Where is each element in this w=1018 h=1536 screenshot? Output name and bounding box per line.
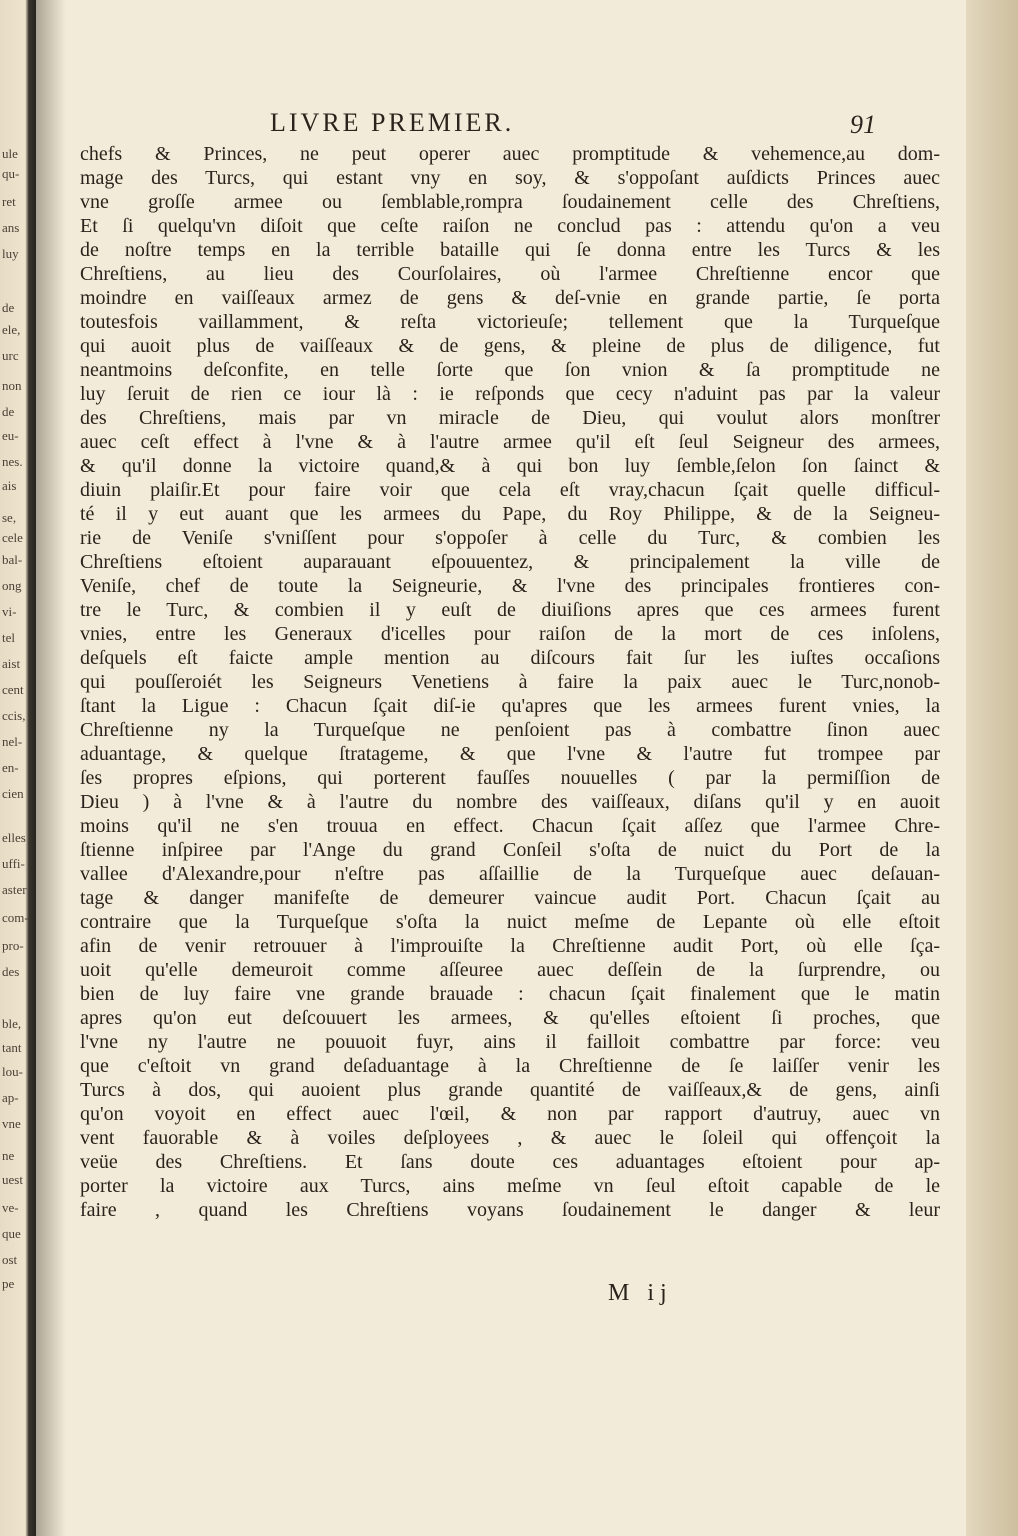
facing-page-fragment: ele, (2, 322, 21, 337)
facing-page-fragment: se, (2, 510, 17, 525)
facing-page-fragment: des (2, 964, 20, 979)
text-line: diuin plaiſir.Et pour faire voir que cela eſt vray,chacun ſçait quelle difficul- (80, 479, 940, 501)
text-line: Chreſtiens, au lieu des Courſolaires, où l'armee Chreſtienne encor que (80, 263, 940, 285)
facing-page-fragment: tel (2, 630, 15, 645)
text-line: Turcs à dos, qui auoient plus grande quantité de vaiſſeaux,& de gens, ainſi (80, 1079, 940, 1101)
body-text (80, 142, 940, 1222)
text-line: moindre en vaiſſeaux armez de gens & deſ-vnie en grande partie, ſe porta (80, 287, 940, 309)
facing-page-fragment: cent (2, 682, 24, 697)
facing-page-fragment: ais (2, 478, 17, 493)
facing-page-fragment: ble, (2, 1016, 22, 1031)
facing-page-fragments (0, 0, 32, 1320)
facing-page-fragment: nes. (2, 454, 23, 469)
text-line: veüe des Chreſtiens. Et ſans doute ces aduantages eſtoient pour ap- (80, 1151, 940, 1173)
text-line: apres qu'on eut deſcouuert les armees, & qu'elles eſtoient ſi proches, que (80, 1007, 940, 1029)
text-line: l'vne ny l'autre ne pouuoit fuyr, ains il failloit combattre par force: veu (80, 1031, 940, 1053)
text-line: toutesfois vaillamment, & reſta victorieuſe; tellement que la Turqueſque (80, 311, 940, 333)
facing-page-fragment: vi- (2, 604, 17, 619)
facing-page-fragment: ost (2, 1252, 18, 1267)
running-title: LIVRE PREMIER. (270, 108, 515, 137)
text-line: des Chreſtiens, mais par vn miracle de Dieu, qui voulut alors monſtrer (80, 407, 940, 429)
facing-page-fragment: de (2, 300, 15, 315)
text-line: Et ſi quelqu'vn diſoit que ceſte raiſon ne conclud pas : attendu qu'on a veu (80, 215, 940, 237)
facing-page-fragment: cien (2, 786, 24, 801)
facing-page-fragment: ule (2, 146, 18, 161)
facing-page-fragment: aist (2, 656, 21, 671)
facing-page-fragment: lou- (2, 1064, 23, 1079)
facing-page-fragment: ccis, (2, 708, 26, 723)
facing-page-fragment: que (2, 1226, 21, 1241)
facing-page-fragment: aster (2, 882, 27, 897)
text-line: & qu'il donne la victoire quand,& à qui bon luy ſemble,ſelon ſon ſainct & (80, 455, 940, 477)
text-line: contraire que la Turqueſque s'oſta la nuict meſme de Lepante où elle eſtoit (80, 911, 940, 933)
facing-page-fragment: en- (2, 760, 19, 775)
text-line: Chreſtiens eſtoient auparauant eſpouuentez, & principalement la ville de (80, 551, 940, 573)
page-number: 91 (850, 110, 876, 139)
text-line: vne groſſe armee ou ſemblable,rompra ſoudainement celle des Chreſtiens, (80, 191, 940, 213)
text-line: mage des Turcs, qui estant vny en soy, & s'oppoſant auſdicts Princes auec (80, 167, 940, 189)
facing-page-fragment: vne (2, 1116, 21, 1131)
page-edge (966, 0, 1018, 1536)
text-line: Veniſe, chef de toute la Seigneurie, & l'vne des principales frontieres con- (80, 575, 940, 597)
facing-page-fragment: pro- (2, 938, 24, 953)
text-line: qui pouſſeroiét les Seigneurs Venetiens à faire la paix auec le Turc,nonob- (80, 671, 940, 693)
facing-page-fragment: nel- (2, 734, 23, 749)
facing-page-fragment: ret (2, 194, 16, 209)
facing-page-fragment: ans (2, 220, 20, 235)
facing-page-fragment: urc (2, 348, 19, 363)
text-line: aduantage, & quelque ſtratageme, & que l'vne & l'autre fut trompee par (80, 743, 940, 765)
text-line: vallee d'Alexandre,pour n'eſtre pas aſſaillie de la Turqueſque auec deſauan- (80, 863, 940, 885)
facing-page-fragment: cele (2, 530, 23, 545)
text-line: tre le Turc, & combien il y euſt de diuiſions apres que ces armees furent (80, 599, 940, 621)
text-line: qu'on voyoit en effect auec l'œil, & non par rapport d'autruy, auec vn (80, 1103, 940, 1125)
text-line: Dieu ) à l'vne & à l'autre du nombre des vaiſſeaux, diſans qu'il y en auoit (80, 791, 940, 813)
facing-page-fragment: ne (2, 1148, 15, 1163)
facing-page-fragment: qu- (2, 166, 20, 181)
binding-shadow (36, 0, 66, 1536)
facing-page-fragment: luy (2, 246, 19, 261)
text-line: ſtienne inſpiree par l'Ange du grand Conſeil s'oſta de nuict du Port de la (80, 839, 940, 861)
facing-page-fragment: ong (2, 578, 22, 593)
text-line: Chreſtienne ny la Turqueſque ne penſoient pas à combattre ſinon auec (80, 719, 940, 741)
text-line: luy ſeruit de rien ce iour là : ie reſponds que cecy n'aduint pas par la valeur (80, 383, 940, 405)
text-line: vent fauorable & à voiles deſployees , & auec le ſoleil qui offençoit la (80, 1127, 940, 1149)
facing-page-fragment: uffi- (2, 856, 25, 871)
facing-page-fragment: ve- (2, 1200, 19, 1215)
text-line: bien de luy faire vne grande brauade : chacun ſçait finalement que le matin (80, 983, 940, 1005)
facing-page-fragment: eu- (2, 428, 19, 443)
facing-page-fragment: pe (2, 1276, 15, 1291)
facing-page-fragment: tant (2, 1040, 22, 1055)
text-line: rie de Veniſe s'vniſſent pour s'oppoſer à celle du Turc, & combien les (80, 527, 940, 549)
text-line: porter la victoire aux Turcs, ains meſme vn ſeul eſtoit capable de le (80, 1175, 940, 1197)
facing-page-fragment: de (2, 404, 15, 419)
text-line: de noſtre temps en la terrible bataille qui ſe donna entre les Turcs & les (80, 239, 940, 261)
signature-mark: M ij (608, 1280, 673, 1306)
text-line: chefs & Princes, ne peut operer auec promptitude & vehemence,au dom- (80, 143, 940, 165)
text-line: vnies, entre les Generaux d'icelles pour raiſon de la mort de ces inſolens, (80, 623, 940, 645)
facing-page-fragment: non (2, 378, 22, 393)
text-line: deſquels eſt faicte ample mention au diſcours fait ſur les iuſtes occaſions (80, 647, 940, 669)
text-line: té il y eut auant que les armees du Pape, du Roy Philippe, & de la Seigneu- (80, 503, 940, 525)
text-line: qui auoit plus de vaiſſeaux & de gens, & pleine de plus de diligence, fut (80, 335, 940, 357)
text-line: moins qu'il ne s'en trouua en effect. Chacun ſçait aſſez que l'armee Chre- (80, 815, 940, 837)
text-line: neantmoins deſconfite, en telle ſorte que ſon vnion & ſa promptitude ne (80, 359, 940, 381)
facing-page-fragment: elles (2, 830, 26, 845)
text-line: auec ceſt effect à l'vne & à l'autre armee qu'il eſt ſeul Seigneur des armees, (80, 431, 940, 453)
text-line: ſtant la Ligue : Chacun ſçait diſ-ie qu'apres que les armees furent vnies, la (80, 695, 940, 717)
facing-page-fragment: ap- (2, 1090, 19, 1105)
facing-page-fragment: bal- (2, 552, 23, 567)
text-line: que c'eſtoit vn grand deſaduantage à la Chreſtienne de ſe laiſſer venir les (80, 1055, 940, 1077)
text-line: faire , quand les Chreſtiens voyans ſoudainement le danger & leur (80, 1199, 940, 1221)
facing-page-fragment: uest (2, 1172, 23, 1187)
text-line: uoit qu'elle demeuroit comme aſſeuree auec deſſein de la ſurprendre, ou (80, 959, 940, 981)
facing-page-fragment: com- (2, 910, 29, 925)
text-line: tage & danger manifeſte de demeurer vaincue audit Port. Chacun ſçait au (80, 887, 940, 909)
text-line: afin de venir retrouuer à l'improuiſte la Chreſtienne audit Port, où elle ſça- (80, 935, 940, 957)
text-line: ſes propres eſpions, qui porterent fauſſes nouuelles ( par la permiſſion de (80, 767, 940, 789)
